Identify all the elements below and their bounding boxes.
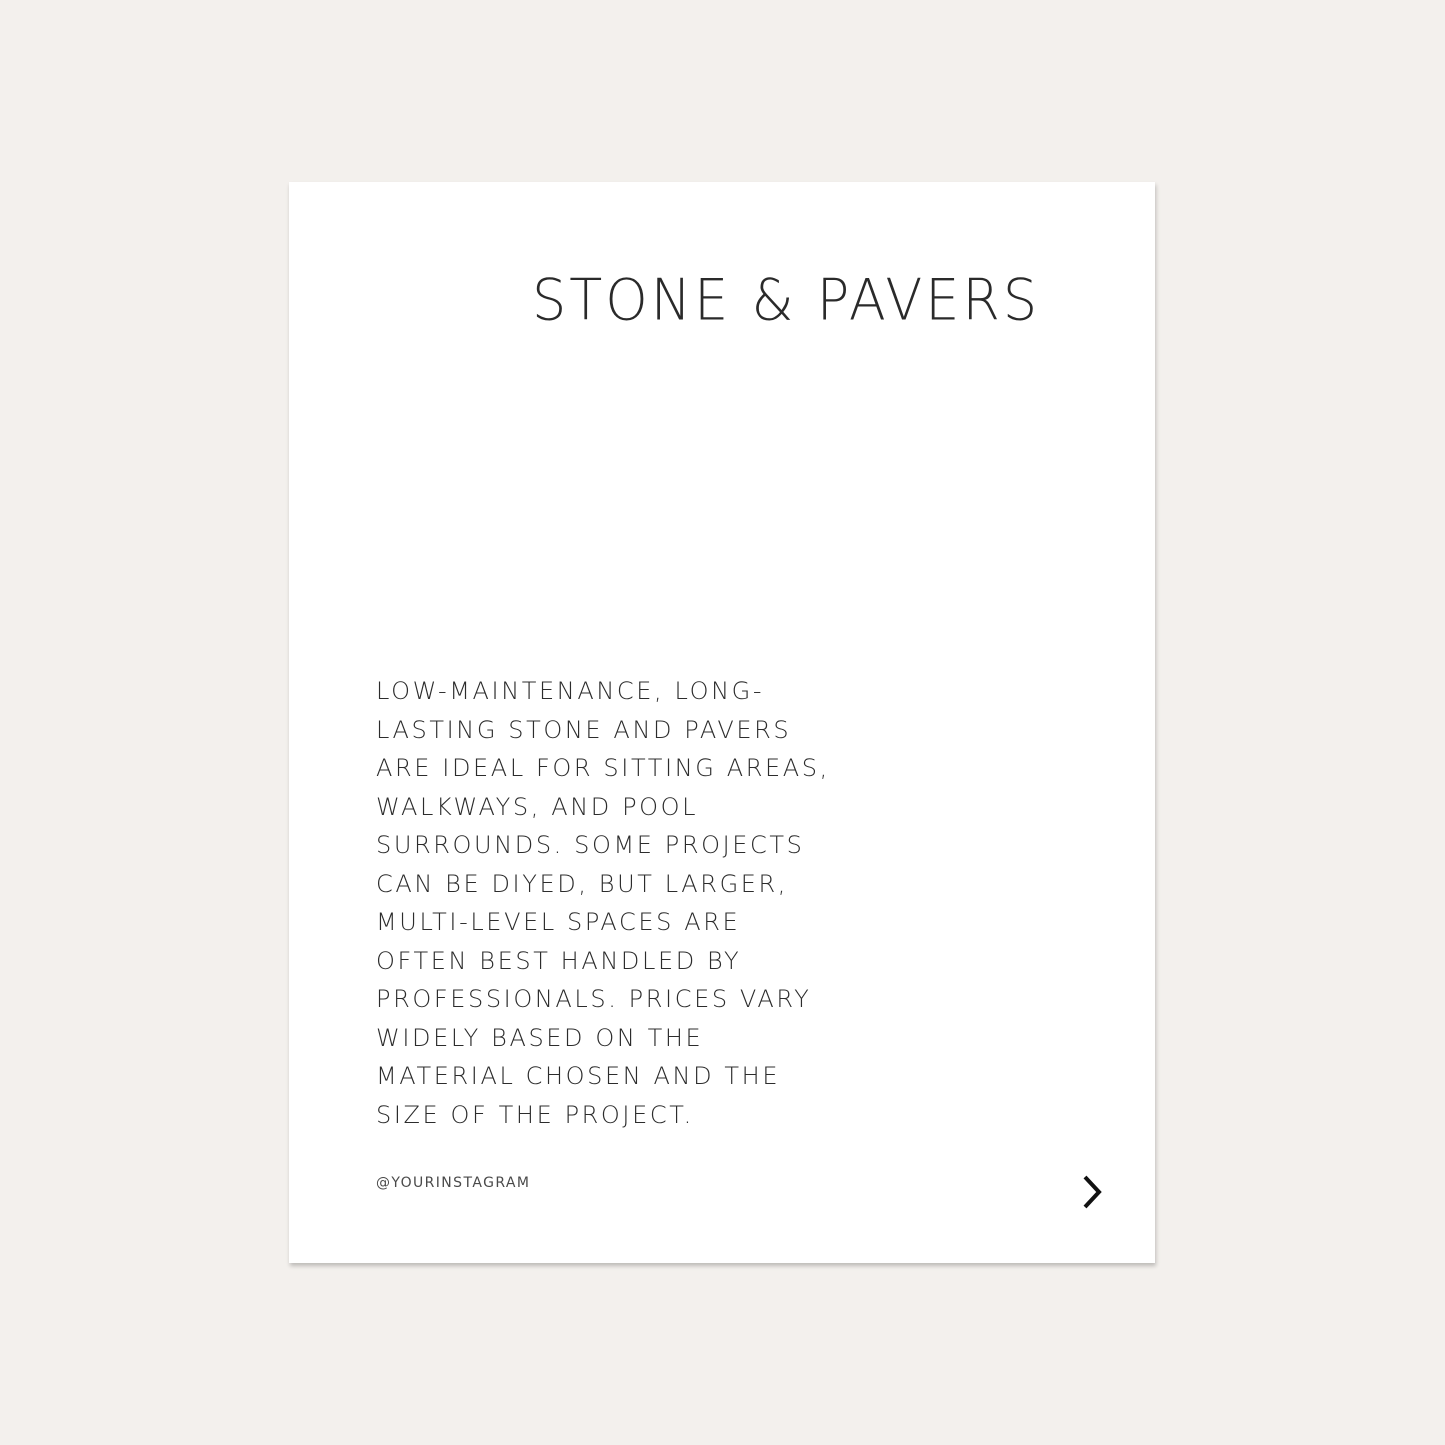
description-line: MULTI-LEVEL SPACES ARE	[376, 908, 741, 936]
description-line: SURROUNDS. SOME PROJECTS	[376, 831, 805, 859]
chevron-right-icon[interactable]	[1079, 1172, 1109, 1212]
description-text	[376, 672, 830, 1134]
description-line: SIZE OF THE PROJECT.	[376, 1100, 694, 1129]
chevron-right-icon-shape	[1079, 1172, 1109, 1212]
description-line: WALKWAYS, AND POOL	[376, 792, 699, 821]
page-title: STONE & PAVERS	[532, 267, 1041, 334]
description-line: LOW-MAINTENANCE, LONG-	[376, 677, 765, 705]
description-line: OFTEN BEST HANDLED BY	[376, 946, 742, 975]
description-line: ARE IDEAL FOR SITTING AREAS,	[376, 754, 830, 782]
instagram-handle: @YOURINSTAGRAM	[376, 1175, 531, 1191]
description-line: LASTING STONE AND PAVERS	[376, 715, 792, 744]
description-line: PROFESSIONALS. PRICES VARY	[376, 985, 812, 1013]
description-line: MATERIAL CHOSEN AND THE	[376, 1062, 781, 1090]
post-card	[289, 182, 1155, 1263]
description-line: CAN BE DIYED, BUT LARGER,	[376, 869, 789, 898]
description-line: WIDELY BASED ON THE	[376, 1023, 704, 1052]
